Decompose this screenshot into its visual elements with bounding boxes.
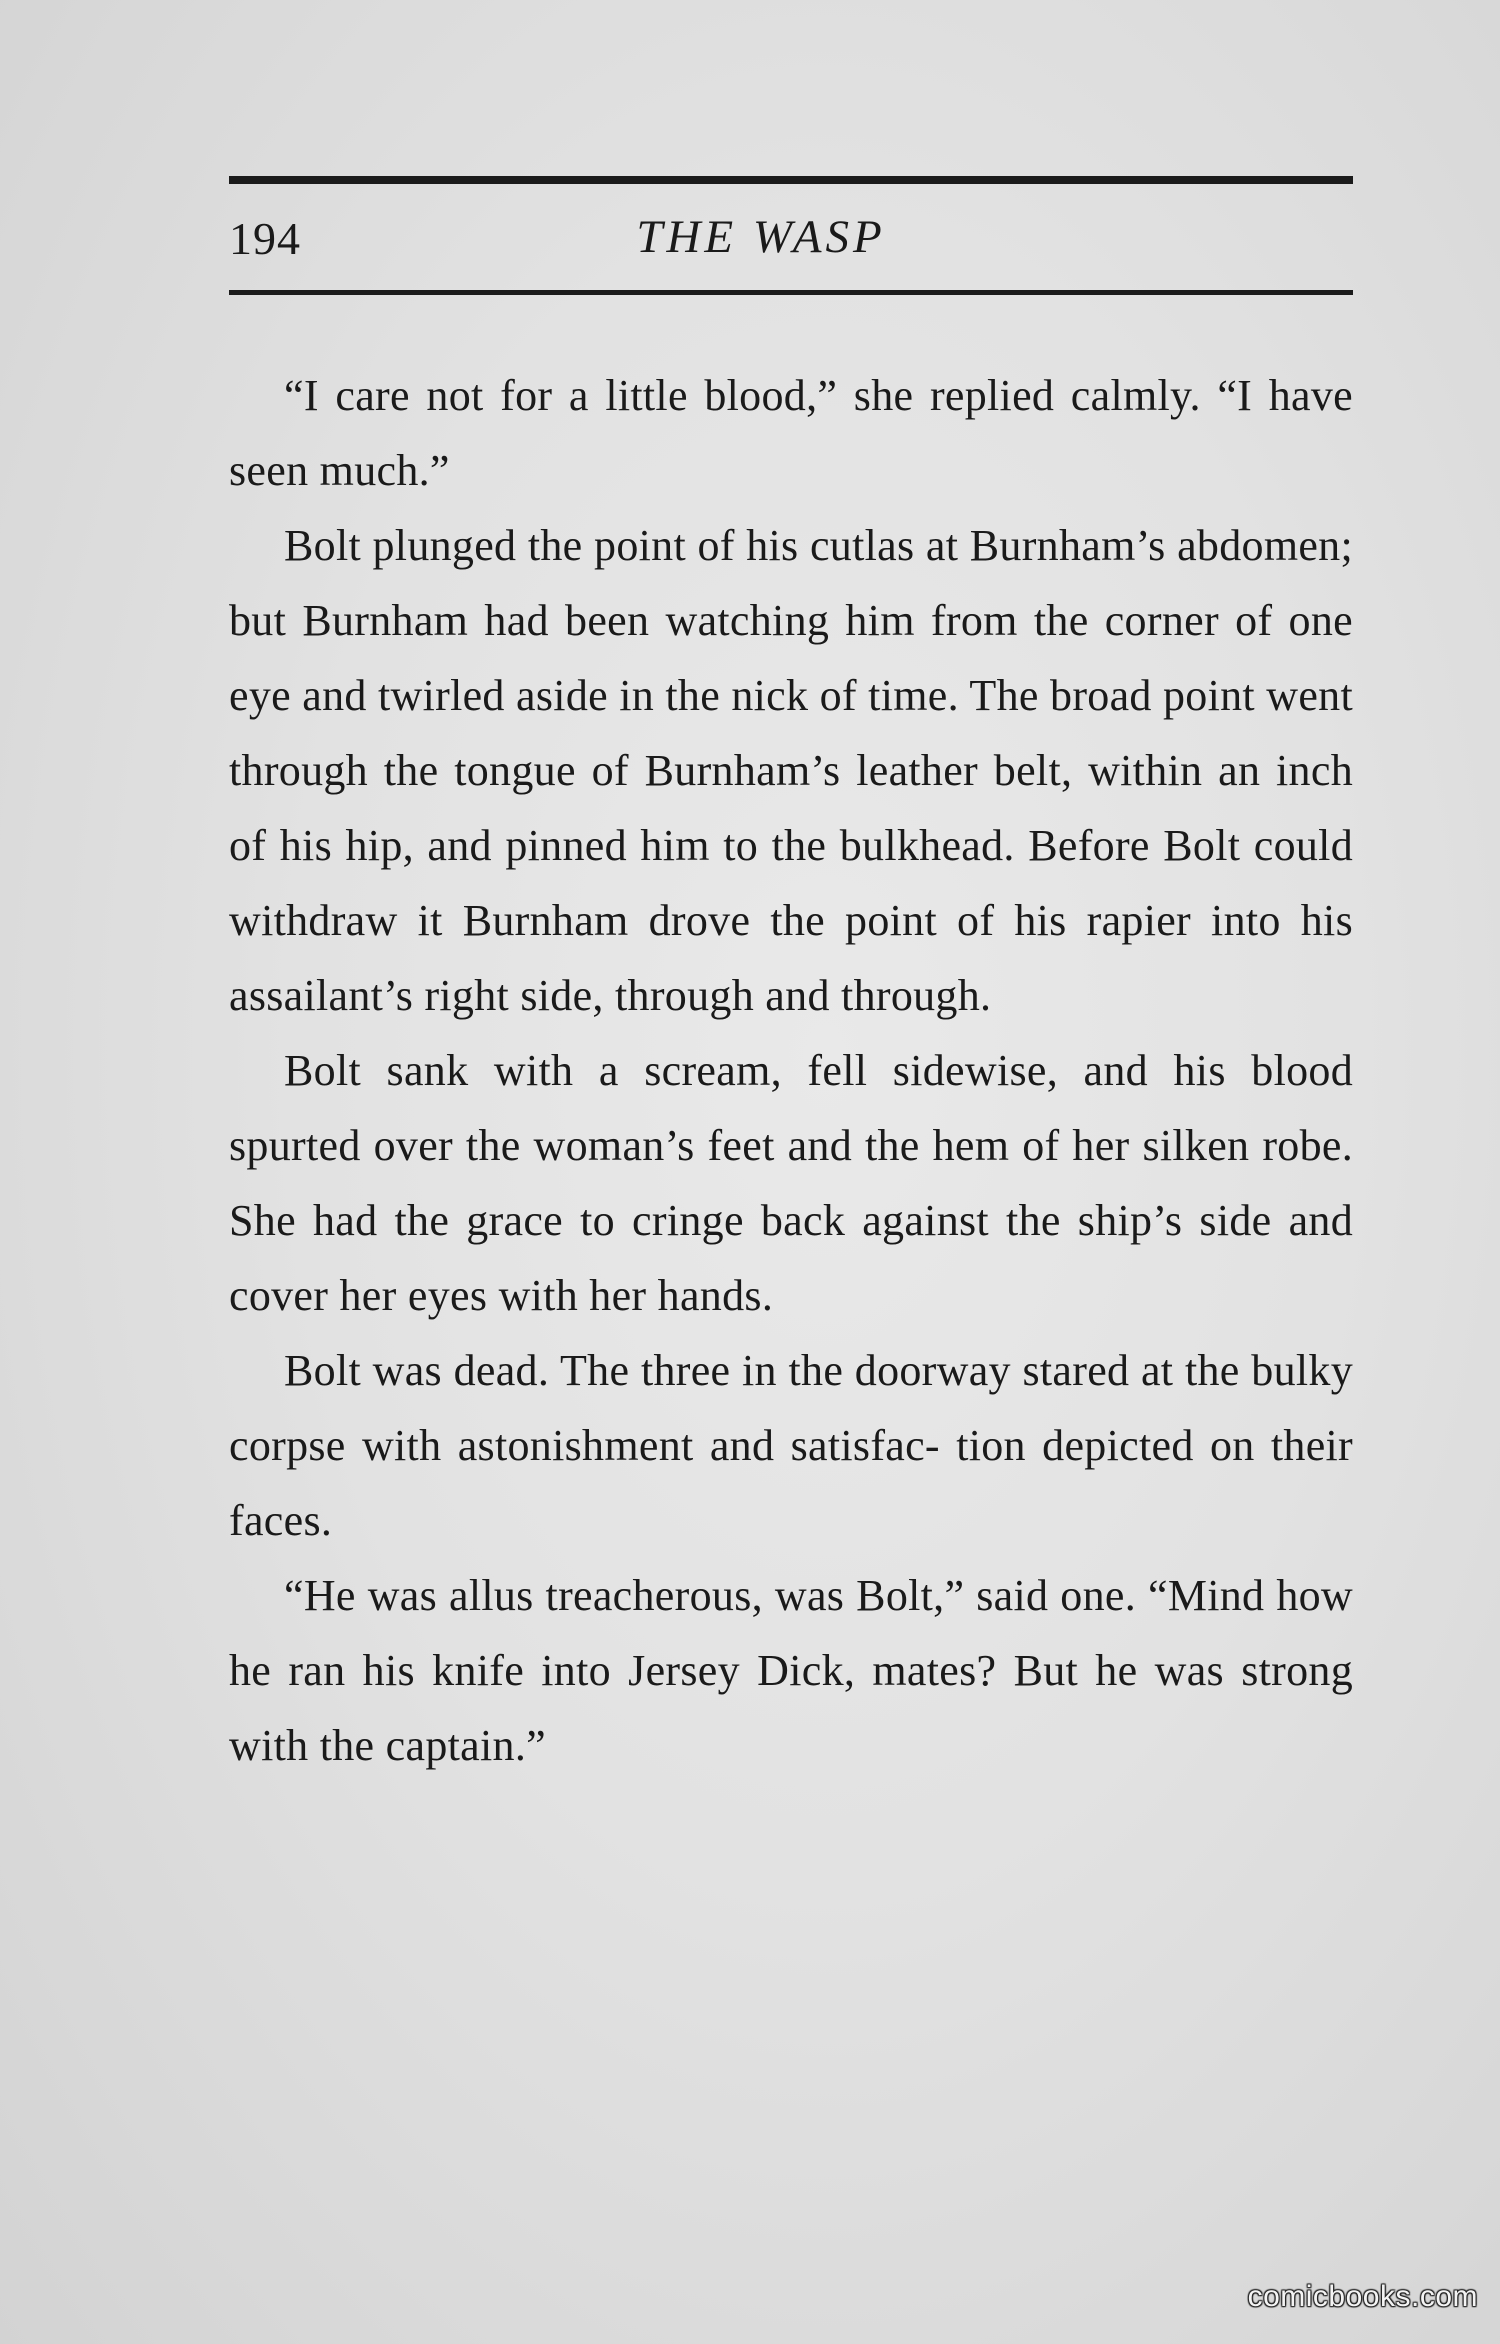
paragraph-3: Bolt sank with a scream, fell sidewise, and his blood spurted over the woman’s feet and the hem of her silken robe. She had the grace to cringe back against the ship’s side and cover her eyes with her hands.: [229, 1046, 1353, 1320]
paragraph-2: Bolt plunged the point of his cutlas at Burnham’s abdomen; but Burnham had been watching him from the corner of one eye and twirled aside in the nick of time. The broad point went through the tongue of Burnham’s leather belt, within an inch of his hip, and pinned him to the bulkhead. Before Bolt could withdraw it Burnham drove the point of his rapier into his assailant’s right side, through and through.: [229, 521, 1353, 1020]
paragraph-1: “I care not for a little blood,” she replied calmly. “I have seen much.”: [229, 371, 1353, 495]
page-number: 194: [229, 213, 301, 264]
header-top-rule: [229, 176, 1353, 184]
paragraph-5: “He was allus treacherous, was Bolt,” said one. “Mind how he ran his knife into Jersey Dick, mates? But he was strong with the captain.”: [229, 1571, 1353, 1770]
watermark: comicbooks.com: [1247, 2280, 1478, 2313]
body-text: [229, 358, 1353, 1783]
header-bottom-rule: [229, 290, 1353, 295]
running-title: THE WASP: [636, 211, 886, 263]
page-header: [229, 206, 1353, 276]
paragraph-4: Bolt was dead. The three in the doorway stared at the bulky corpse with astonishment and satisfac- tion depicted on their faces.: [229, 1346, 1353, 1545]
